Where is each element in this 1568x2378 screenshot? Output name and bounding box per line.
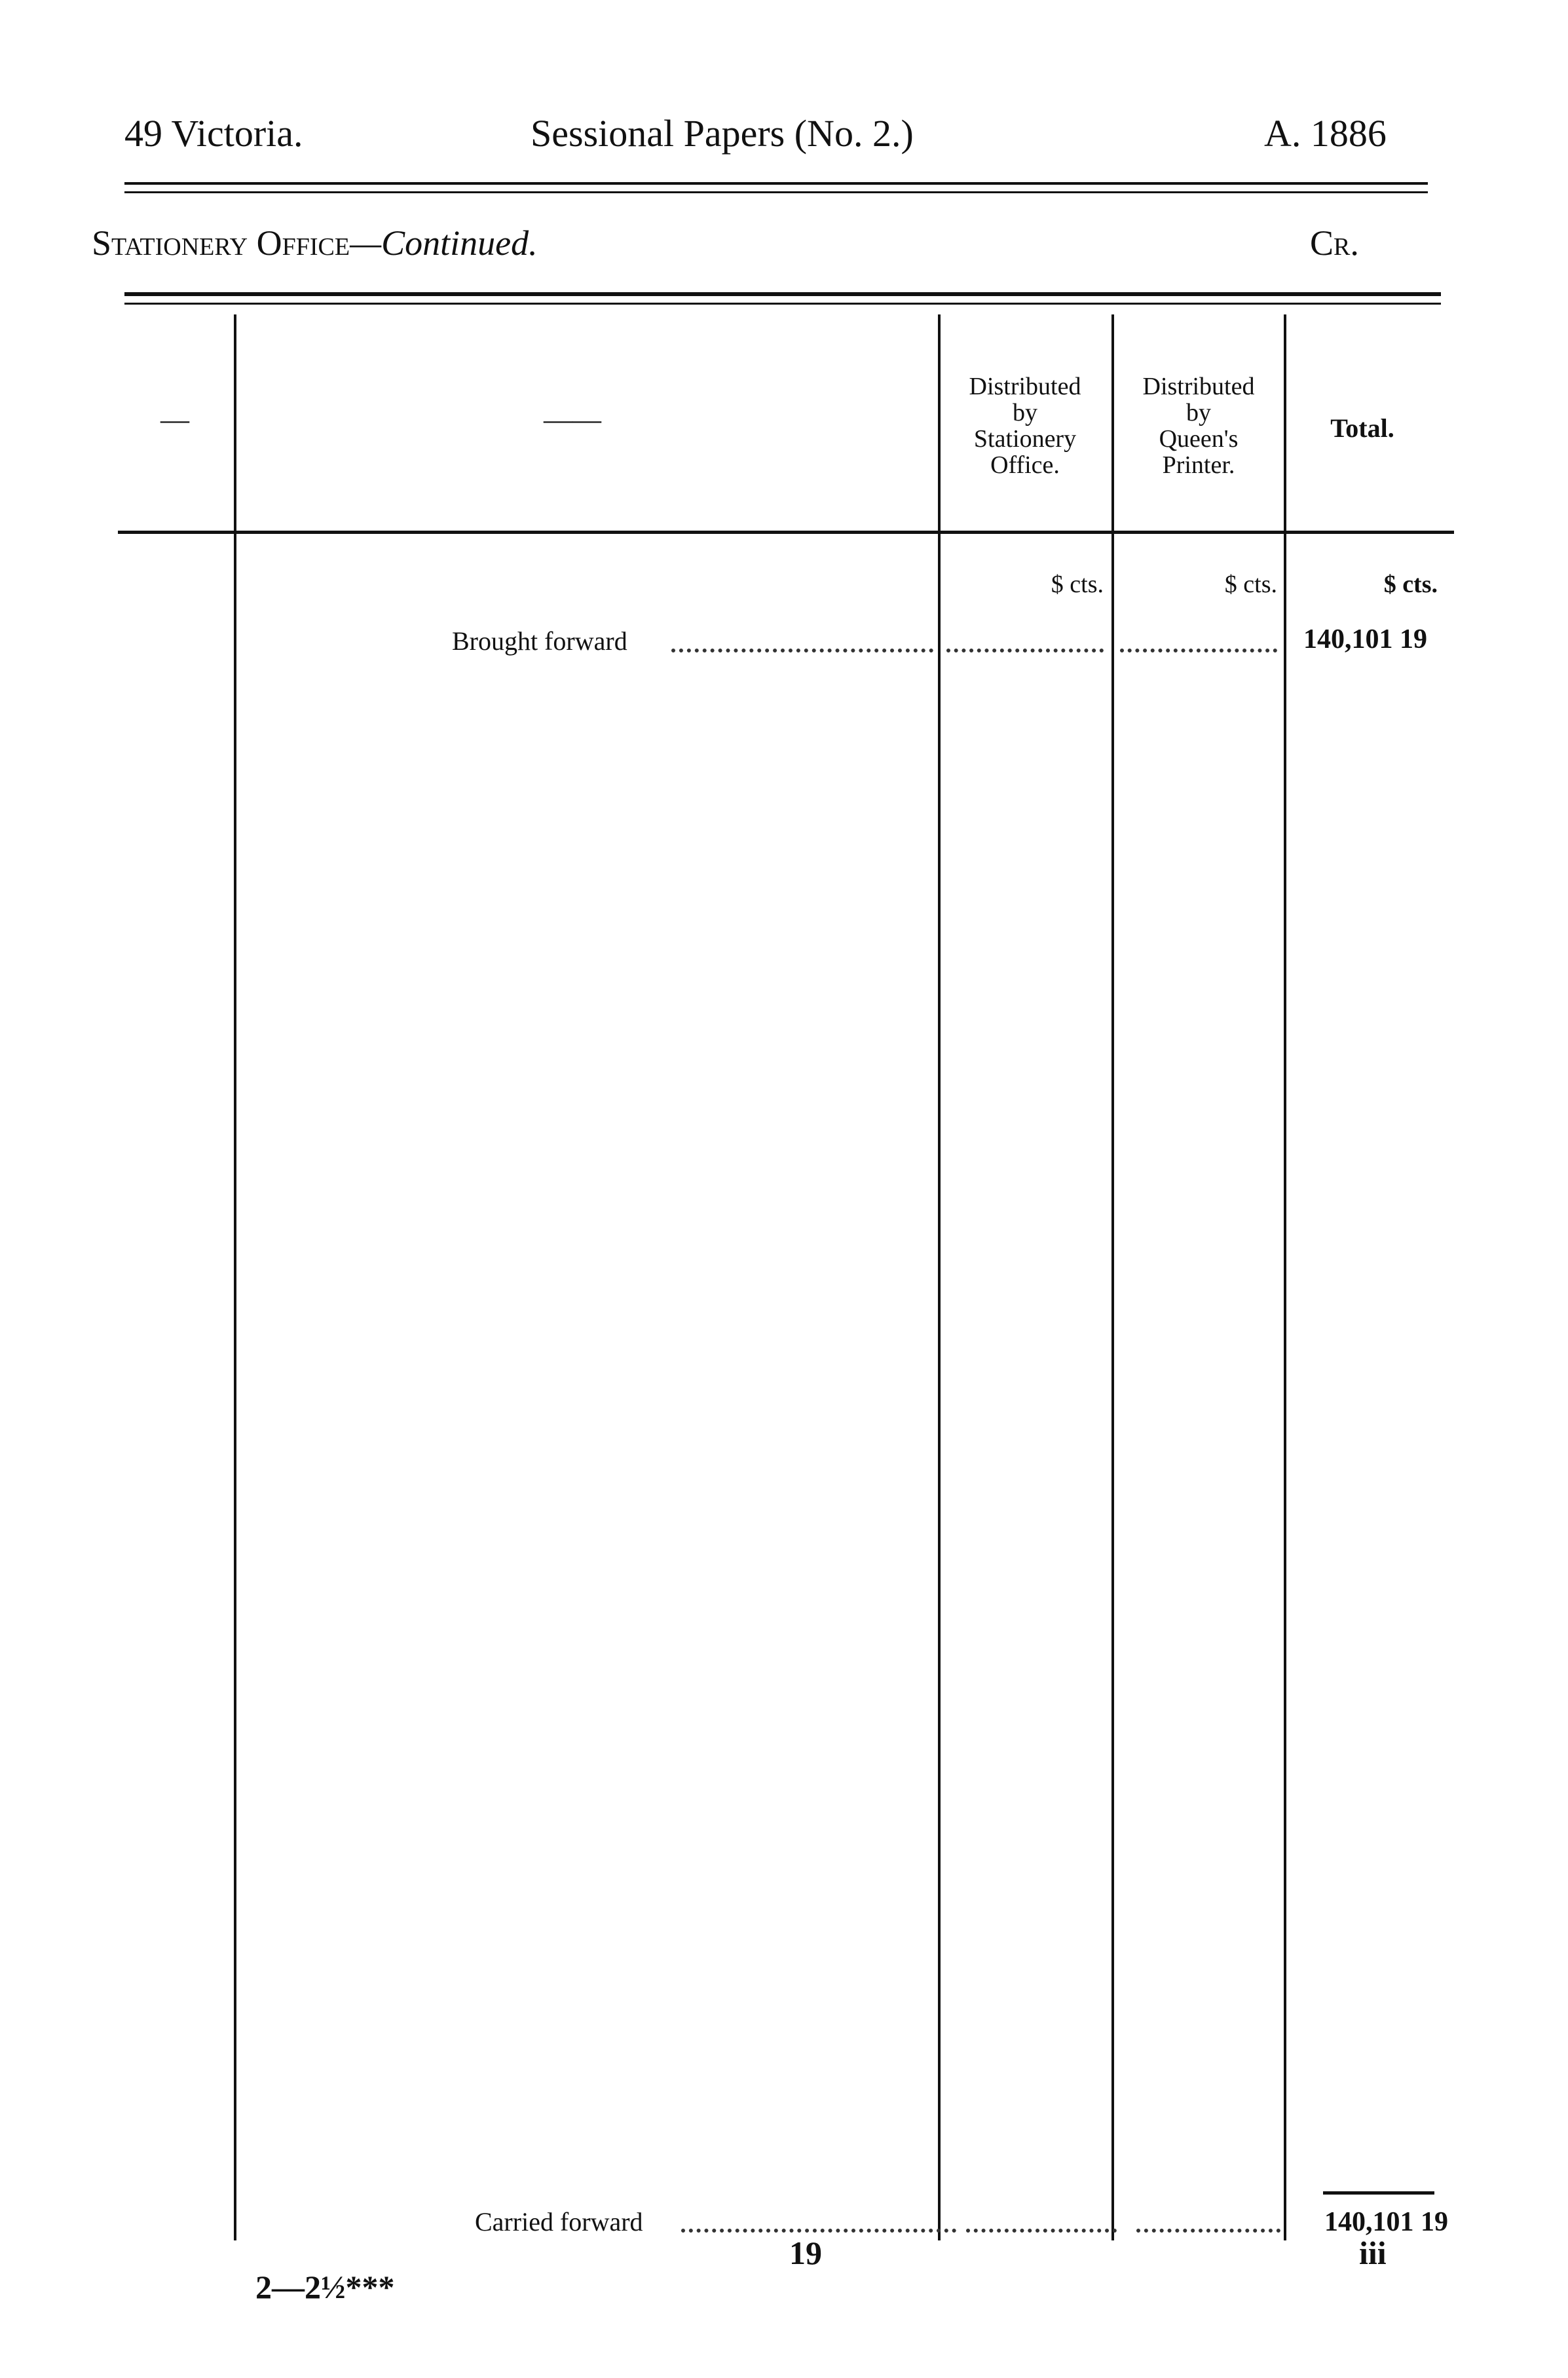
column-head-dash-2: —— [544, 404, 601, 436]
column-divider-2 [1111, 314, 1114, 2240]
total-rule [1323, 2191, 1434, 2195]
row-label-carried-forward: Carried forward [475, 2207, 643, 2236]
row-label-brought-forward: Brought forward [452, 626, 627, 656]
row-leader-dots [671, 649, 933, 652]
column-head-rule [118, 531, 1454, 534]
footer-leader-dots-col2 [1136, 2229, 1280, 2233]
column-head-stationery [943, 373, 1107, 478]
footer-leader-dots [681, 2229, 956, 2233]
header-rule-top [124, 182, 1428, 185]
column-head-queens-printer [1117, 373, 1280, 478]
column-head-stationery-line-1: Distributed [969, 373, 1081, 400]
section-title [92, 223, 538, 263]
section-title-text: Stationery Office [92, 223, 350, 263]
column-head-dash-1: — [160, 404, 189, 436]
unit-total: $ cts. [1383, 571, 1438, 598]
header-right: A. 1886 [1264, 112, 1387, 155]
row-leader-dots-col1 [946, 649, 1104, 652]
table-left-border [234, 314, 236, 2240]
row-total-carried-forward: 140,101 19 [1324, 2207, 1448, 2237]
column-head-stationery-line-3: Stationery [973, 425, 1077, 453]
column-head-queens-line-3: Queen's [1159, 425, 1239, 453]
header-left: 49 Victoria. [124, 112, 303, 155]
column-head-stationery-line-4: Office. [990, 451, 1060, 479]
section-rule-bottom [124, 303, 1441, 305]
section-side-label: Cr. [1310, 223, 1359, 263]
row-total-brought-forward: 140,101 19 [1303, 624, 1427, 654]
section-rule-top [124, 292, 1441, 296]
unit-stationery: $ cts. [1051, 571, 1104, 598]
signature-mark: 2—2½*** [255, 2269, 395, 2305]
footer-leader-dots-col1 [966, 2229, 1117, 2233]
page-number: 19 [789, 2235, 822, 2271]
column-head-stationery-line-2: by [1013, 399, 1037, 426]
column-divider-3 [1284, 314, 1286, 2240]
column-head-queens-line-1: Distributed [1142, 373, 1255, 400]
header-rule-bottom [124, 191, 1428, 193]
column-head-queens-line-4: Printer. [1162, 451, 1235, 479]
header-center: Sessional Papers (No. 2.) [531, 112, 914, 155]
column-head-total: Total. [1330, 413, 1394, 443]
row-leader-dots-col2 [1120, 649, 1277, 652]
column-head-queens-line-2: by [1186, 399, 1211, 426]
section-continued: —Continued. [350, 223, 538, 263]
unit-queens-printer: $ cts. [1224, 571, 1277, 598]
roman-page-number: iii [1359, 2235, 1387, 2271]
column-divider-1 [938, 314, 941, 2240]
